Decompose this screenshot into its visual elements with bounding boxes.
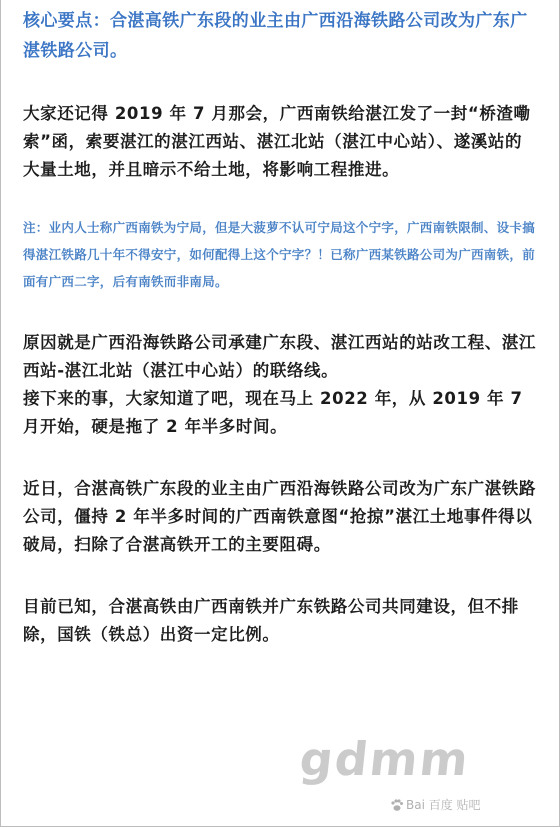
paragraph-1: 大家还记得 2019 年 7 月那会，广西南铁给湛江发了一封“桥渣嘞索”函，索要湛江的湛江西站、湛江北站（湛江中心站）、遂溪站的大量土地，并且暗示不给土地，将影响工程推进。: [23, 104, 531, 179]
paw-icon: [390, 798, 404, 812]
baidu-watermark: [390, 796, 481, 813]
paragraph-2: 原因就是广西沿海铁路公司承建广东段、湛江西站的站改工程、湛江西站-湛江北站（湛江中心站）的联络线。: [23, 333, 536, 380]
editor-note: 注：业内人士称广西南铁为宁局，但是大菠萝不认可宁局这个宁字，广西南铁限制、设卡搞得湛江铁路几十年不得安宁，如何配得上这个宁字？！已称广西某铁路公司为广西南铁，前面有广西二字，后有南铁而非南局。: [23, 220, 536, 289]
site-watermark: gdmm: [297, 732, 473, 786]
paragraph-5: 目前已知，合湛高铁由广西南铁并广东铁路公司共同建设，但不排除，国铁（铁总）出资一定比例。: [23, 597, 519, 644]
paragraph-3: 接下来的事，大家知道了吧，现在马上 2022 年，从 2019 年 7 月开始，硬是拖了 2 年半多时间。: [23, 389, 523, 436]
baidu-watermark-text: Bai 百度 贴吧: [406, 798, 481, 812]
article-body: [23, 6, 539, 649]
headline: 核心要点：合湛高铁广东段的业主由广西沿海铁路公司改为广东广湛铁路公司。: [23, 11, 528, 61]
paragraph-4: 近日，合湛高铁广东段的业主由广西沿海铁路公司改为广东广湛铁路公司，僵持 2 年半多时间的广西南铁意图“抢掠”湛江土地事件得以破局，扫除了合湛高铁开工的主要阻碍。: [23, 479, 536, 554]
